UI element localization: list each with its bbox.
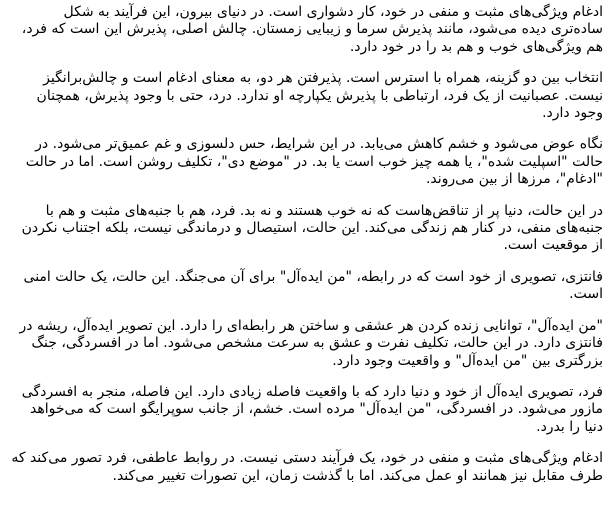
paragraph-3: نگاه عوض می‌شود و خشم کاهش می‌یابد. در این شرایط، حس دلسوزی و غم عمیق‌تر می‌شود. در حالت "اسپلیت شده"، یا همه چیز خوب است یا بد. در "موضع دی"، تکلیف روشن است. اما در حالت "ادغام"، مرزها از بین می‌روند. (25, 136, 603, 188)
paragraph-4: در این حالت، دنیا پر از تناقض‌هاست که نه خوب هستند و نه بد. فرد، هم با جنبه‌های مثبت و هم با جنبه‌های منفی، در کنار هم زندگی می‌کند. این حالت، استیصال و درماندگی نیست، بلکه اجتناب نکردن از موقعیت است. (21, 202, 603, 254)
paragraph-5: فانتزی، تصویری از خود است که در رابطه، "من ایده‌آل" برای آن می‌جنگد. این حالت، یک حالت امنی است. (23, 268, 603, 303)
paragraph-8: ادغام ویژگی‌های مثبت و منفی در خود، یک فرآیند دستی نیست. در روابط عاطفی، فرد تصور می‌کند که طرف مقابل نیز همانند او عمل می‌کند. اما با گذشت زمان، این تصورات تغییر می‌کند. (11, 450, 603, 484)
paragraph-2: انتخاب بین دو گزینه، همراه با استرس است. پذیرفتن هر دو، به معنای ادغام است و چالش‌برانگیز نیست. عصبانیت از یک فرد، ارتباطی با پذیرش یکپارچه او ندارد. درد، حتی با وجود پذیرش، همچنان وجود دارد. (36, 70, 603, 122)
paragraph-7: فرد، تصویری ایده‌آل از خود و دنیا دارد که با واقعیت فاصله زیادی دارد. این فاصله، منجر به افسردگی مازور می‌شود. در افسردگی، "من ایده‌آل" مرده است. خشم، از جانب سوپرایگو است که می‌خواهد دنیا را بدرد. (21, 383, 603, 435)
paragraph-6: "من ایده‌آل"، توانایی زنده کردن هر عشقی و ساختن هر رابطه‌ای را دارد. این تصویر ایده‌آل، ریشه در فانتزی دارد. در این حالت، تکلیف نفرت و عشق به سرعت مشخص می‌شود. اما در افسردگی، جنگ بزرگتری بین "من ایده‌آل" و واقعیت وجود دارد. (19, 317, 603, 369)
paragraph-1: ادغام ویژگی‌های مثبت و منفی در خود، کار دشواری است. در دنیای بیرون، این فرآیند به شکل ساده‌تری دیده می‌شود، مانند پذیرش سرما و زیبایی زمستان. چالش اصلی، پذیرش این است که فرد، هم ویژگی‌های خوب و هم بد را در خود دارد. (21, 4, 603, 55)
